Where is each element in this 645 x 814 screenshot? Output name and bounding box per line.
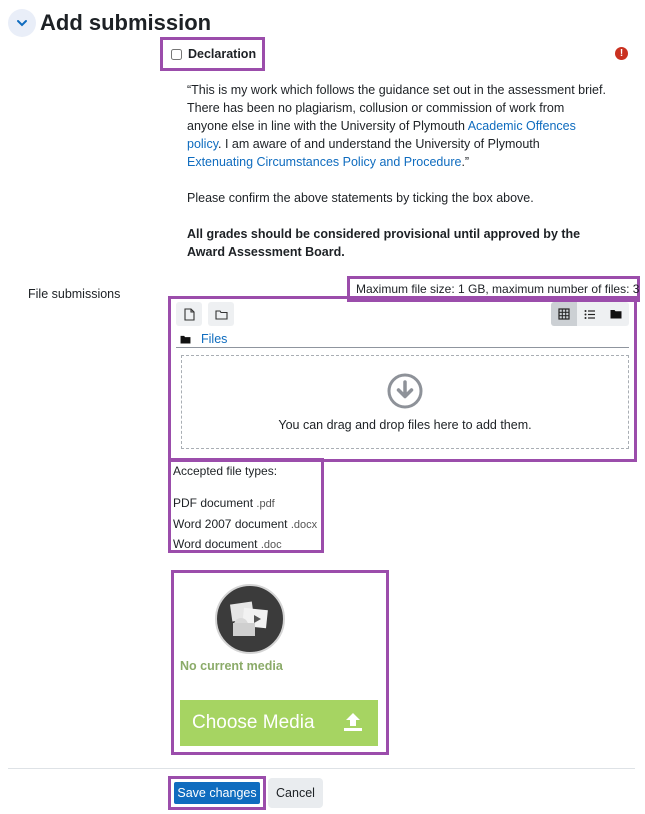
- accepted-list: [173, 494, 317, 556]
- collapse-toggle-button[interactable]: [8, 9, 36, 37]
- breadcrumb: [180, 332, 227, 346]
- declaration-label: Declaration: [188, 47, 257, 61]
- add-file-button[interactable]: [176, 302, 202, 326]
- grid-icon: [558, 308, 570, 320]
- media-status: No current media: [180, 659, 283, 673]
- media-icon: [215, 584, 285, 654]
- folder-icon: [215, 309, 228, 320]
- file-type-name: Word document: [173, 537, 258, 551]
- file-icon: [184, 308, 195, 321]
- statement-text: “This is my work which follows the guidance set out in the assessment brief. There has been no plagiarism, collusion or commission of work from anyone else in line with the University of Plymouth: [187, 83, 606, 133]
- divider: [8, 768, 635, 769]
- chevron-down-icon: [16, 17, 28, 29]
- list-item: [173, 535, 317, 556]
- statement-text: .”: [461, 155, 470, 169]
- files-path-link[interactable]: Files: [201, 332, 228, 346]
- save-changes-button[interactable]: Save changes: [174, 782, 260, 804]
- download-arrow-icon: [386, 372, 424, 410]
- file-submissions-label: File submissions: [28, 287, 121, 301]
- file-type-ext: .doc: [260, 539, 282, 551]
- file-type-name: PDF document: [173, 496, 254, 510]
- media-collage-icon: [227, 599, 273, 639]
- list-item: [173, 494, 317, 515]
- view-icons-button[interactable]: [551, 302, 577, 326]
- required-icon: !: [615, 47, 628, 60]
- confirm-text: Please confirm the above statements by ticking the box above.: [187, 191, 534, 205]
- dropzone-text: You can drag and drop files here to add them.: [278, 418, 532, 432]
- max-file-info: Maximum file size: 1 GB, maximum number of files: 3: [347, 276, 640, 302]
- grades-note: All grades should be considered provisional until approved by the Award Assessment Board.: [187, 227, 581, 259]
- declaration-checkbox-group[interactable]: [160, 37, 265, 71]
- divider: [176, 347, 629, 348]
- save-button-wrapper: [168, 776, 266, 810]
- choose-media-label: Choose Media: [192, 712, 315, 733]
- folder-icon: [180, 335, 191, 344]
- list-icon: [584, 309, 596, 320]
- academic-offences-link[interactable]: Academic Offences policy: [187, 119, 576, 151]
- media-panel: [171, 570, 389, 755]
- upload-icon: [342, 711, 364, 733]
- create-folder-button[interactable]: [208, 302, 234, 326]
- declaration-statement: [187, 81, 607, 171]
- folder-tree-icon: [610, 309, 622, 319]
- list-item: [173, 515, 317, 536]
- accepted-file-types: [168, 458, 324, 553]
- declaration-checkbox[interactable]: [171, 49, 182, 60]
- file-type-ext: .pdf: [256, 498, 275, 510]
- view-tree-button[interactable]: [603, 302, 629, 326]
- statement-text: . I am aware of and understand the University of Plymouth: [218, 137, 540, 151]
- file-type-name: Word 2007 document: [173, 516, 288, 531]
- choose-media-button[interactable]: [180, 700, 378, 746]
- file-dropzone[interactable]: [181, 355, 629, 449]
- extenuating-circumstances-link[interactable]: Extenuating Circumstances Policy and Procedure: [187, 155, 462, 169]
- file-type-ext: .docx: [290, 518, 318, 531]
- cancel-button[interactable]: Cancel: [268, 778, 323, 808]
- accepted-heading: Accepted file types:: [173, 464, 278, 478]
- page-title: Add submission: [40, 10, 212, 35]
- file-picker: [168, 296, 637, 462]
- view-list-button[interactable]: [577, 302, 603, 326]
